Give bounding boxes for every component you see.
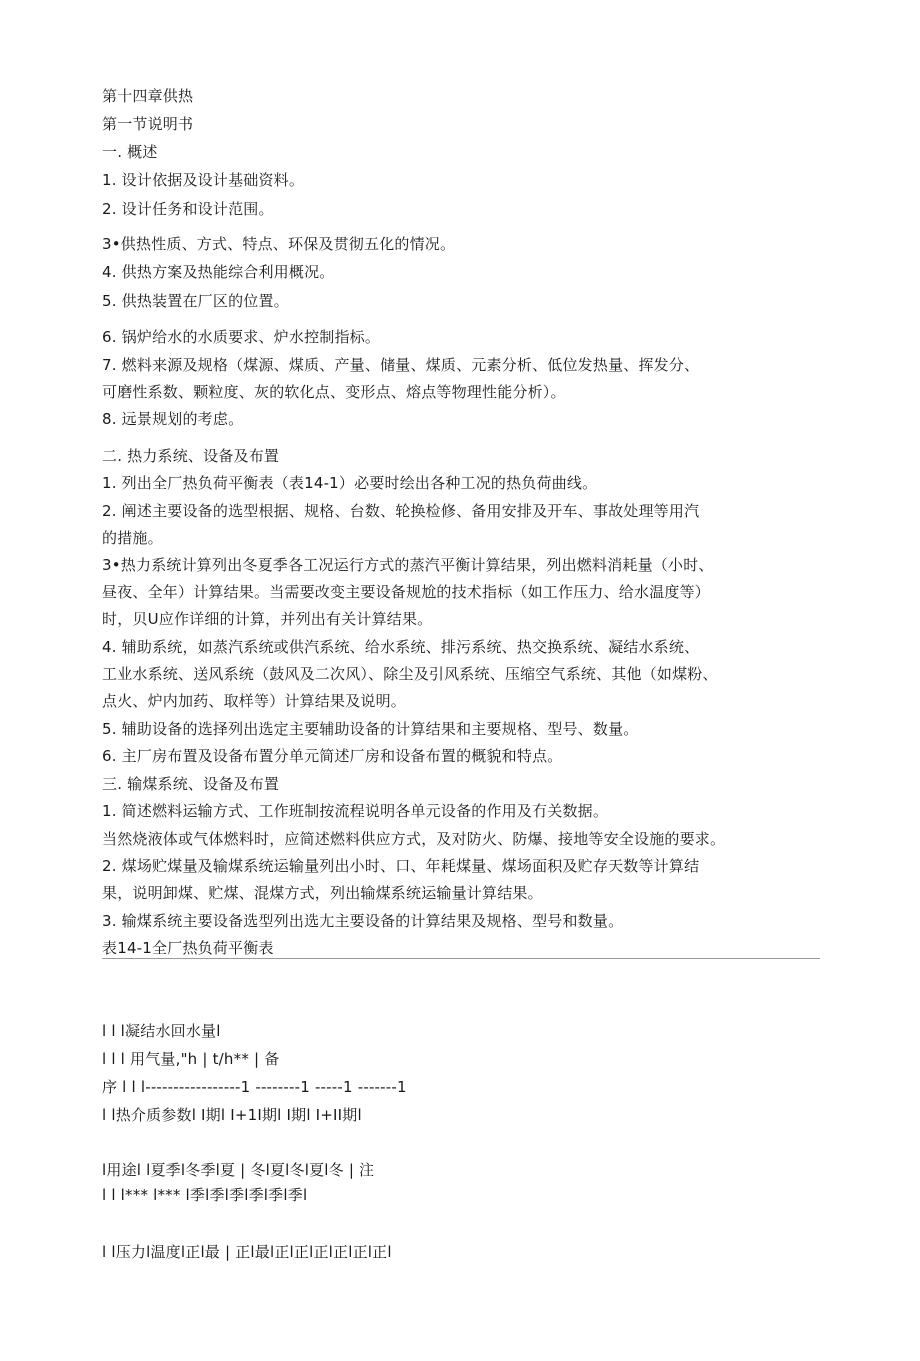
text-line: 1. 列出全厂热负荷平衡表（表14-1）必要时绘出各种工况的热负荷曲线。: [102, 474, 598, 492]
table-text-line: l l l*** l*** l季l季l季l季l季l季l: [102, 1186, 308, 1204]
table-text-line: l l l 用气量,"h | t/h** | 备: [102, 1050, 280, 1068]
text-line: 3•热力系统计算列出冬夏季各工况运行方式的蒸汽平衡计算结果，列出燃料消耗量（小时、: [102, 556, 714, 574]
table-text-line: l l压力l温度l正l最 | 正l最l正l正l正l正l正l正l: [102, 1243, 392, 1261]
text-line: 6. 主厂房布置及设备布置分单元简述厂房和设备布置的概貌和特点。: [102, 747, 563, 765]
text-line: 2. 煤场贮煤量及输煤系统运输量列出小时、口、年耗煤量、煤场面积及贮存天数等计算结: [102, 857, 700, 875]
caption-divider: [102, 958, 820, 959]
text-line: 8. 远景规划的考虑。: [102, 410, 244, 428]
heading-overview: 一. 概述: [102, 143, 158, 161]
text-line: 昼夜、全年）计算结果。当需要改变主要设备规尬的技术指标（如工作压力、给水温度等）: [102, 583, 711, 601]
text-line: 果，说明卸煤、贮煤、混煤方式，列出输煤系统运输量计算结果。: [102, 884, 543, 902]
text-line: 3•供热性质、方式、特点、环保及贯彻五化的情况。: [102, 235, 456, 253]
table-text-line: l l热介质参数l I期l I+1I期l I期l I+II期l: [102, 1106, 362, 1124]
text-line: 4. 辅助系统，如蒸汽系统或供汽系统、给水系统、排污系统、热交换系统、凝结水系统、: [102, 638, 700, 656]
chapter-title: 第十四章供热: [102, 87, 194, 105]
text-line: 5. 供热装置在厂区的位置。: [102, 292, 289, 310]
text-line: 5. 辅助设备的选择列出选定主要辅助设备的计算结果和主要规格、型号、数量。: [102, 720, 639, 738]
text-line: 7. 燃料来源及规格（煤源、煤质、产量、储量、煤质、元素分析、低位发热量、挥发分、: [102, 356, 700, 374]
text-line: 工业水系统、送风系统（鼓风及二次风）、除尘及引风系统、压缩空气系统、其他（如煤粉、: [102, 665, 718, 683]
text-line: 6. 锅炉给水的水质要求、炉水控制指标。: [102, 328, 381, 346]
section-title: 第一节说明书: [102, 115, 194, 133]
text-line: 当然烧液体或气体燃料时，应简述燃料供应方式，及对防火、防爆、接地等安全设施的要求。: [102, 830, 726, 848]
text-line: 2. 阐述主要设备的选型根据、规格、台数、轮换检修、备用安排及开车、事故处理等用汽: [102, 502, 700, 520]
table-text-line: l l l凝结水回水量l: [102, 1022, 221, 1040]
heading-coal: 三. 输煤系统、设备及布置: [102, 775, 280, 793]
text-line: 可磨性系数、颗粒度、灰的软化点、变形点、熔点等物理性能分析）。: [102, 383, 566, 401]
table-caption: 表14-1全厂热负荷平衡表: [102, 939, 274, 957]
heading-thermal: 二. 热力系统、设备及布置: [102, 447, 280, 465]
text-line: 3. 输煤系统主要设备选型列出选尢主要设备的计算结果及规格、型号和数量。: [102, 912, 624, 930]
table-text-line: l用途l l夏季l冬季l夏 | 冬l夏l冬l夏l冬 | 注: [102, 1161, 375, 1179]
text-line: 1. 设计依据及设计基础资料。: [102, 171, 305, 189]
text-line: 4. 供热方案及热能综合利用概况。: [102, 263, 335, 281]
text-line: 的措施。: [102, 529, 163, 547]
text-line: 2. 设计任务和设计范围。: [102, 200, 274, 218]
table-text-line: 序 l l l-----------------1 --------1 -----1 -------1: [102, 1078, 407, 1096]
text-line: 时，贝U应作详细的计算，并列出有关计算结果。: [102, 610, 433, 628]
text-line: 1. 简述燃料运输方式、工作班制按流程说明各单元设备的作用及冇关数据。: [102, 802, 609, 820]
text-line: 点火、炉内加药、取样等）计算结果及说明。: [102, 692, 407, 710]
